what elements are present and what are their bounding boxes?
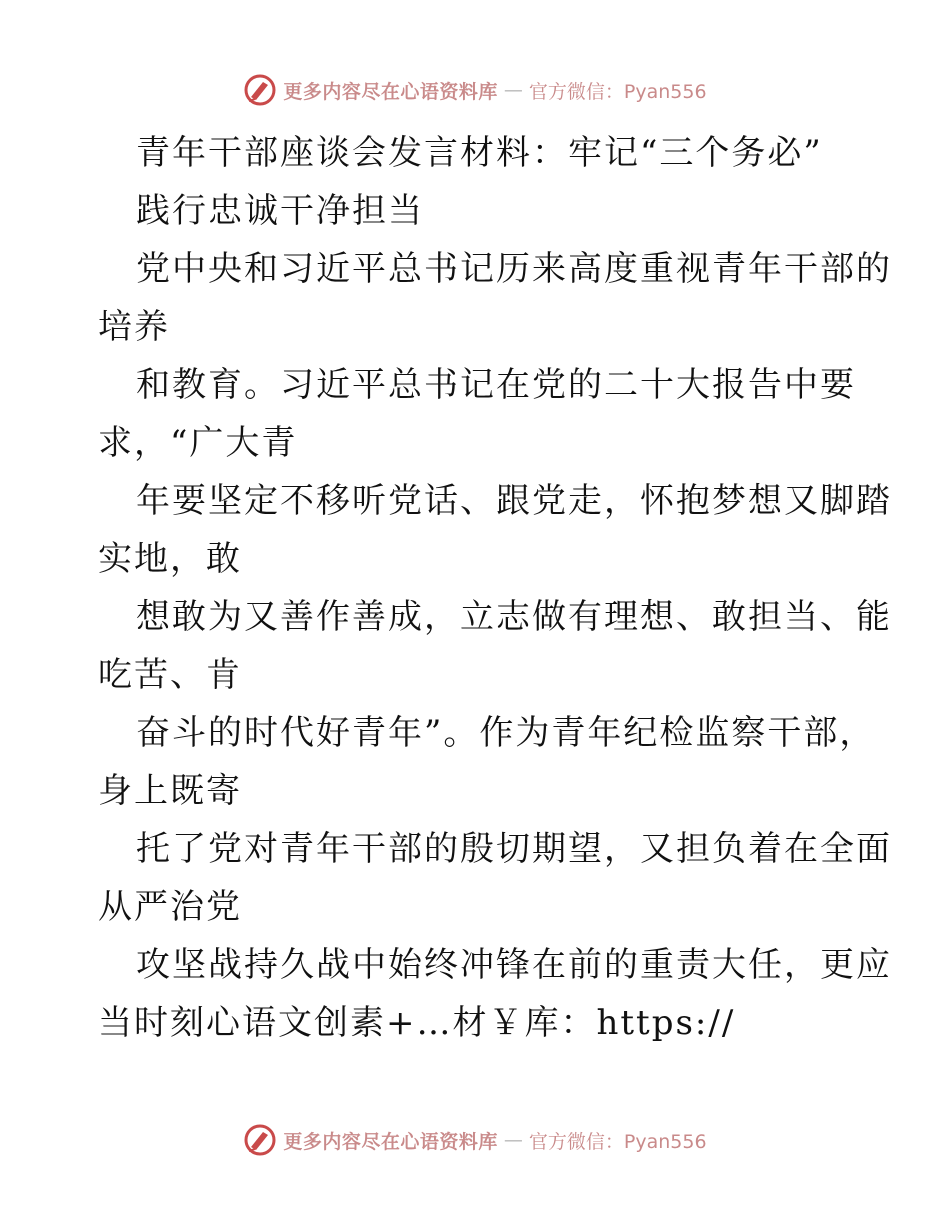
watermark-wechat-text: 官方微信：Pyan556 — [528, 1130, 707, 1153]
doc-line: 想敢为又善作善成，立志做有理想、敢担当、能 — [136, 597, 892, 637]
doc-line: 攻坚战持久战中始终冲锋在前的重责大任，更应 — [136, 945, 892, 985]
watermark-wechat-text: 官方微信：Pyan556 — [528, 80, 707, 103]
footer-watermark — [0, 1120, 950, 1160]
brand-logo-icon — [243, 73, 277, 107]
watermark-group — [243, 73, 706, 107]
doc-line: 吃苦、肯 — [98, 655, 242, 695]
doc-line: 和教育。习近平总书记在党的二十大报告中要 — [136, 365, 856, 405]
doc-line: 当时刻心语文创素+…材￥库：https:// — [98, 1003, 736, 1043]
doc-line: 求，“广大青 — [98, 423, 298, 463]
doc-line: 青年干部座谈会发言材料：牢记“三个务必” — [136, 133, 823, 173]
header-watermark — [0, 70, 950, 110]
doc-line: 从严治党 — [98, 887, 242, 927]
watermark-group — [243, 1123, 706, 1157]
doc-line: 实地，敢 — [98, 539, 242, 579]
doc-line: 践行忠诚干净担当 — [136, 191, 424, 231]
doc-line: 党中央和习近平总书记历来高度重视青年干部的 — [136, 249, 892, 289]
doc-line: 年要坚定不移听党话、跟党走，怀抱梦想又脚踏 — [136, 481, 892, 521]
doc-line: 奋斗的时代好青年”。作为青年纪检监察干部， — [136, 713, 876, 753]
doc-line: 身上既寄 — [98, 771, 242, 811]
brand-logo-icon — [243, 1123, 277, 1157]
doc-line: 培养 — [98, 307, 170, 347]
document-body — [98, 124, 892, 1052]
watermark-site-text: 更多内容尽在心语资料库 — [283, 1130, 498, 1153]
watermark-separator: — — [503, 79, 523, 101]
watermark-separator: — — [503, 1129, 523, 1151]
doc-line: 托了党对青年干部的殷切期望，又担负着在全面 — [136, 829, 892, 869]
watermark-site-text: 更多内容尽在心语资料库 — [283, 80, 498, 103]
